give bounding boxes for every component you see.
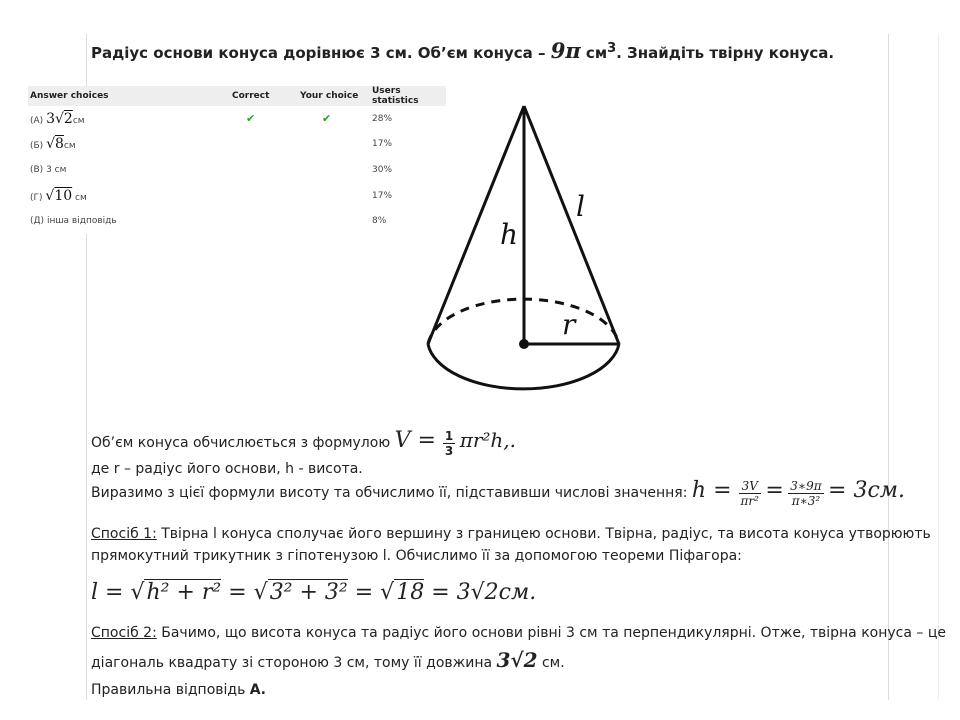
method-2-label: Спосіб 2:	[91, 625, 157, 641]
cone-base-front	[428, 344, 619, 389]
solution-line-2: де r – радіус його основи, h - висота.	[91, 461, 363, 477]
pythagoras-formula: l = √h² + r² = √3² + 3² = √18 = 3√2см.	[91, 580, 537, 605]
method-1-line-2: прямокутний трикутник з гіпотенузою l. Обчислимо її за допомогою теореми Піфагора:	[91, 548, 742, 564]
answer-table-header	[28, 86, 446, 106]
header-your-choice: Your choice	[298, 86, 370, 106]
answer-row-v: (В) 3 см 30%	[28, 157, 446, 183]
page-border-right	[938, 34, 939, 700]
content-border-right	[888, 34, 889, 700]
stat-d: 8%	[372, 216, 387, 227]
method-2-line-2: діагональ квадрату зі стороною 3 см, тому її довжина 3√2 см.	[91, 648, 565, 672]
correct-answer-letter: А.	[249, 682, 266, 698]
header-answer-choices: Answer choices	[28, 86, 230, 106]
answer-row-d: (Д) інша відповідь 8%	[28, 208, 446, 234]
label-r: r	[562, 308, 576, 341]
method-1-label: Спосіб 1:	[91, 526, 157, 542]
header-correct: Correct	[230, 86, 298, 106]
cone-base-center	[519, 339, 529, 349]
stat-g: 17%	[372, 190, 393, 201]
answer-row-b: (Б) √8см 17%	[28, 132, 446, 158]
cone-figure	[400, 100, 640, 400]
label-l: l	[576, 190, 585, 223]
stat-v: 30%	[372, 164, 393, 175]
stat-b: 17%	[372, 139, 393, 150]
answer-table	[28, 86, 446, 234]
solution-line-3: Виразимо з цієї формули висоту та обчислимо її, підставивши числові значення: h = $\frac{3V}{\text{πr²}}$ = $\frac{3∗9\pi}{\text{π∗3²}}$ = 3см.	[91, 478, 906, 508]
stat-a: 28%	[372, 113, 393, 124]
solution-line-1: Об’єм конуса обчислюється з формулою V = $\frac{1}{3}$ πr²h,.	[91, 428, 517, 458]
question-title: Радіус основи конуса дорівнює 3 см. Об’єм конуса – 9π $см^3$. Знайдіть твірну конуса.	[91, 38, 835, 63]
label-h: h	[500, 218, 519, 251]
answer-row-a: (А) 3√2см ✔ ✔ 28%	[28, 106, 446, 132]
method-2-line-1: Спосіб 2: Бачимо, що висота конуса та радіус його основи рівні 3 см та перпендикулярні. Отже, твірна конуса – це	[91, 625, 946, 641]
correct-answer-line: Правильна відповідь А.	[91, 682, 266, 698]
method-1-line-1: Спосіб 1: Твірна l конуса сполучає його вершину з границею основи. Твірна, радіус, та висота конуса утворюють	[91, 526, 931, 542]
correct-check-icon: ✔	[246, 112, 256, 126]
volume-value: 9π	[550, 38, 581, 63]
header-users-statistics: Users statistics	[370, 86, 446, 106]
your-choice-check-icon: ✔	[322, 112, 332, 126]
answer-row-g: (Г) √10 см 17%	[28, 183, 446, 209]
